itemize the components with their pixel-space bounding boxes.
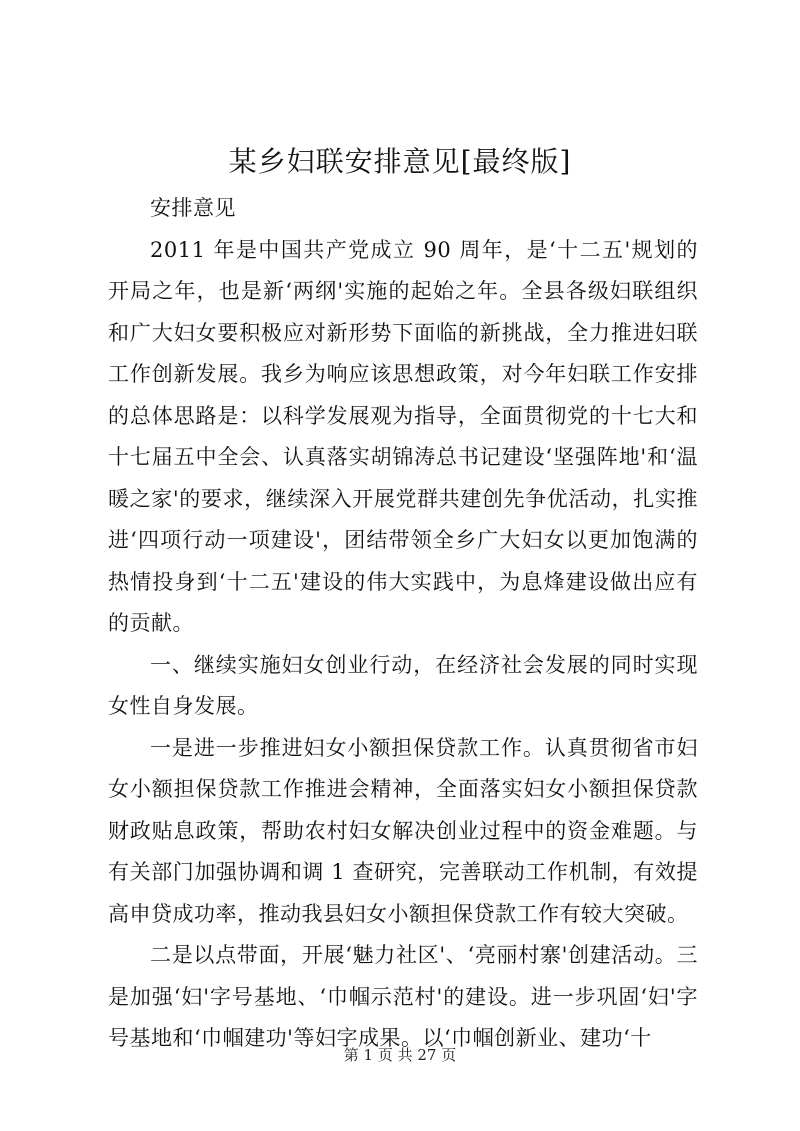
paragraph-item-two: 二是以点带面，开展‘魅力社区'、‘亮丽村寨'创建活动。三是加强‘妇'字号基地、‘巾帼示范村'的建设。进一步巩固‘妇'字号基地和‘巾帼建功'等妇字成果。以‘巾帼创新业、建功‘十: [108, 943, 698, 1050]
paragraph-item-one: 一是进一步推进妇女小额担保贷款工作。认真贯彻省市妇女小额担保贷款工作推进会精神，全面落实妇女小额担保贷款财政贴息政策，帮助农村妇女解决创业过程中的资金难题。与有关部门加强协调和调 1 查研究，完善联动工作机制，有效提高申贷成功率，推动我县妇女小额担保贷款工作有较大突破。: [108, 735, 698, 926]
document-body: [108, 188, 698, 1060]
page-footer: 第 1 页 共 27 页: [343, 1046, 457, 1064]
paragraph-intro: 2011 年是中国共产党成立 90 周年，是‘十二五'规划的开局之年，也是新‘两纲'实施的起始之年。全县各级妇联组织和广大妇女要积极应对新形势下面临的新挑战，全力推进妇联工作创新发展。我乡为响应该思想政策，对今年妇联工作安排的总体思路是：以科学发展观为指导，全面贯彻党的十七大和十七届五中全会、认真落实胡锦涛总书记建设‘坚强阵地'和‘温暖之家'的要求，继续深入开展党群共建创先争优活动，扎实推进‘四项行动一项建设'，团结带领全乡广大妇女以更加饱满的热情投身到‘十二五'建设的伟大实践中，为息烽建设做出应有的贡献。: [108, 237, 698, 635]
paragraph-section-one: 一、继续实施妇女创业行动，在经济社会发展的同时实现女性自身发展。: [108, 652, 698, 718]
document-title: 某乡妇联安排意见[最终版]: [228, 145, 572, 178]
paragraph-heading: 安排意见: [150, 196, 236, 220]
